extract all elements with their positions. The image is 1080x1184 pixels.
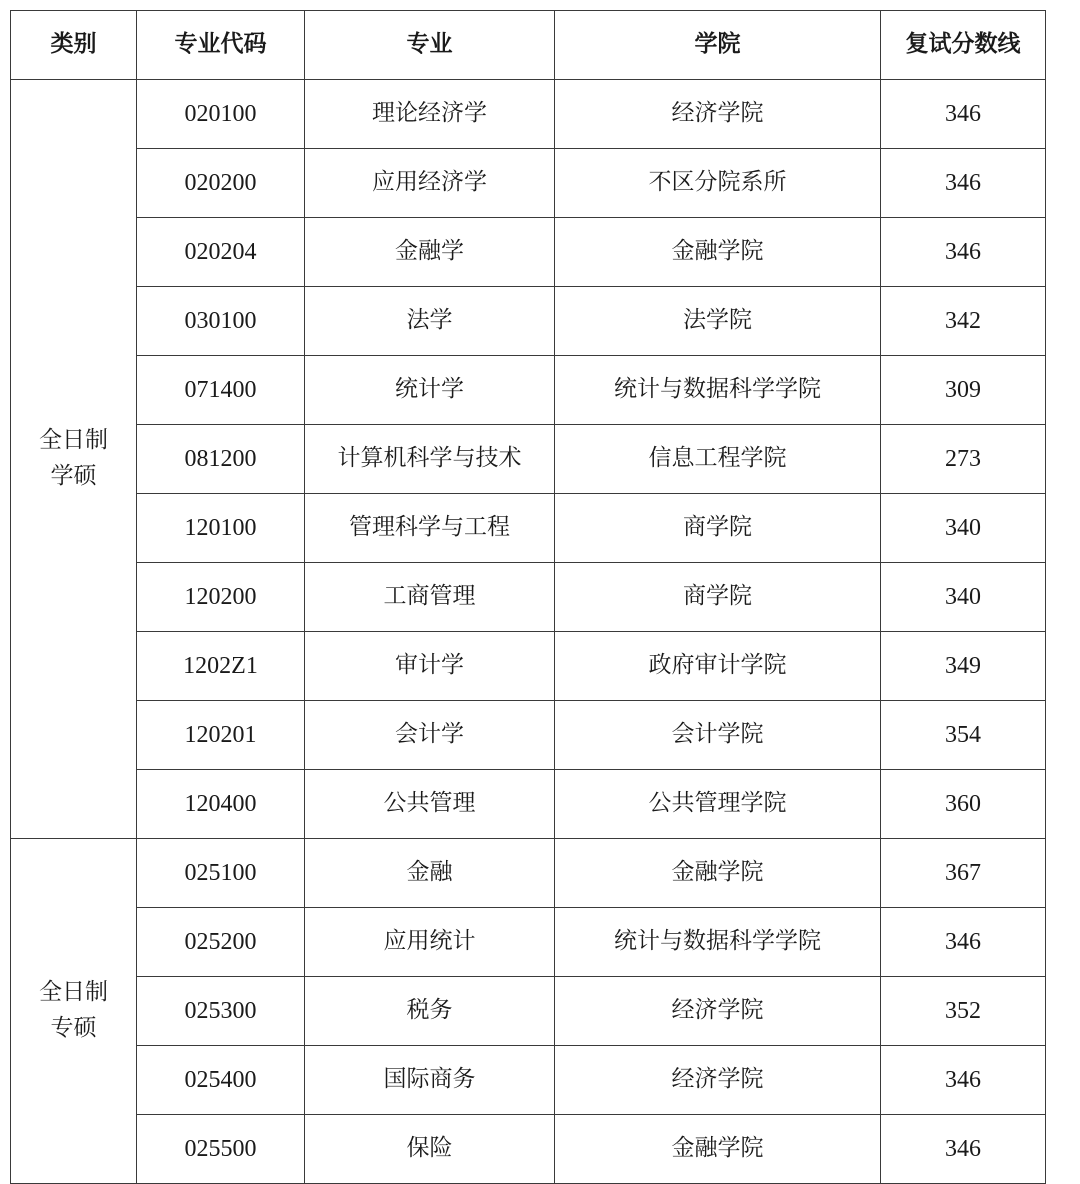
college-cell: 商学院: [555, 494, 881, 563]
code-cell: 120100: [137, 494, 305, 563]
table-row: [11, 632, 1046, 701]
score-cell: 352: [881, 977, 1046, 1046]
major-cell: 保险: [305, 1115, 555, 1184]
code-cell: 025400: [137, 1046, 305, 1115]
header-category: 类别: [11, 11, 137, 80]
table-row: [11, 770, 1046, 839]
code-cell: 025100: [137, 839, 305, 908]
college-cell: 会计学院: [555, 701, 881, 770]
table-row: [11, 563, 1046, 632]
table-row: [11, 1046, 1046, 1115]
table-row: [11, 1115, 1046, 1184]
code-cell: 025300: [137, 977, 305, 1046]
code-cell: 120400: [137, 770, 305, 839]
major-cell: 理论经济学: [305, 80, 555, 149]
score-table: [10, 10, 1046, 1184]
code-cell: 071400: [137, 356, 305, 425]
table-row: [11, 494, 1046, 563]
table-row: [11, 80, 1046, 149]
major-cell: 公共管理: [305, 770, 555, 839]
college-cell: 金融学院: [555, 1115, 881, 1184]
table-row: [11, 356, 1046, 425]
college-cell: 经济学院: [555, 80, 881, 149]
score-cell: 340: [881, 563, 1046, 632]
header-major: 专业: [305, 11, 555, 80]
header-code: 专业代码: [137, 11, 305, 80]
category-cell-professional: [11, 839, 137, 1184]
college-cell: 经济学院: [555, 977, 881, 1046]
score-cell: 367: [881, 839, 1046, 908]
major-cell: 管理科学与工程: [305, 494, 555, 563]
code-cell: 025200: [137, 908, 305, 977]
category-line: 全日制: [39, 979, 108, 1006]
college-cell: 信息工程学院: [555, 425, 881, 494]
score-cell: 346: [881, 1115, 1046, 1184]
score-cell: 342: [881, 287, 1046, 356]
code-cell: 020100: [137, 80, 305, 149]
category-cell-academic: [11, 80, 137, 839]
major-cell: 法学: [305, 287, 555, 356]
score-cell: 340: [881, 494, 1046, 563]
college-cell: 经济学院: [555, 1046, 881, 1115]
score-cell: 360: [881, 770, 1046, 839]
header-college: 学院: [555, 11, 881, 80]
college-cell: 法学院: [555, 287, 881, 356]
college-cell: 统计与数据科学学院: [555, 356, 881, 425]
college-cell: 统计与数据科学学院: [555, 908, 881, 977]
table-row: [11, 425, 1046, 494]
college-cell: 金融学院: [555, 839, 881, 908]
score-cell: 346: [881, 1046, 1046, 1115]
college-cell: 不区分院系所: [555, 149, 881, 218]
major-cell: 金融: [305, 839, 555, 908]
table-row: [11, 149, 1046, 218]
code-cell: 1202Z1: [137, 632, 305, 701]
major-cell: 国际商务: [305, 1046, 555, 1115]
table-row: [11, 977, 1046, 1046]
code-cell: 081200: [137, 425, 305, 494]
major-cell: 统计学: [305, 356, 555, 425]
code-cell: 120201: [137, 701, 305, 770]
code-cell: 030100: [137, 287, 305, 356]
score-cell: 349: [881, 632, 1046, 701]
score-cell: 354: [881, 701, 1046, 770]
code-cell: 020200: [137, 149, 305, 218]
score-cell: 346: [881, 80, 1046, 149]
college-cell: 公共管理学院: [555, 770, 881, 839]
code-cell: 120200: [137, 563, 305, 632]
header-row: [11, 11, 1046, 80]
major-cell: 工商管理: [305, 563, 555, 632]
category-line: 学硕: [50, 463, 97, 489]
college-cell: 商学院: [555, 563, 881, 632]
major-cell: 应用经济学: [305, 149, 555, 218]
code-cell: 020204: [137, 218, 305, 287]
major-cell: 应用统计: [305, 908, 555, 977]
score-cell: 309: [881, 356, 1046, 425]
code-cell: 025500: [137, 1115, 305, 1184]
major-cell: 审计学: [305, 632, 555, 701]
score-cell: 346: [881, 149, 1046, 218]
college-cell: 金融学院: [555, 218, 881, 287]
college-cell: 政府审计学院: [555, 632, 881, 701]
header-score: 复试分数线: [881, 11, 1046, 80]
table-row: [11, 908, 1046, 977]
major-cell: 会计学: [305, 701, 555, 770]
score-cell: 273: [881, 425, 1046, 494]
table-row: [11, 701, 1046, 770]
score-cell: 346: [881, 908, 1046, 977]
major-cell: 金融学: [305, 218, 555, 287]
category-line: 全日制: [39, 427, 108, 454]
table-row: [11, 218, 1046, 287]
category-line: 专硕: [50, 1015, 97, 1041]
table-row: [11, 839, 1046, 908]
major-cell: 计算机科学与技术: [305, 425, 555, 494]
table-row: [11, 287, 1046, 356]
major-cell: 税务: [305, 977, 555, 1046]
score-cell: 346: [881, 218, 1046, 287]
